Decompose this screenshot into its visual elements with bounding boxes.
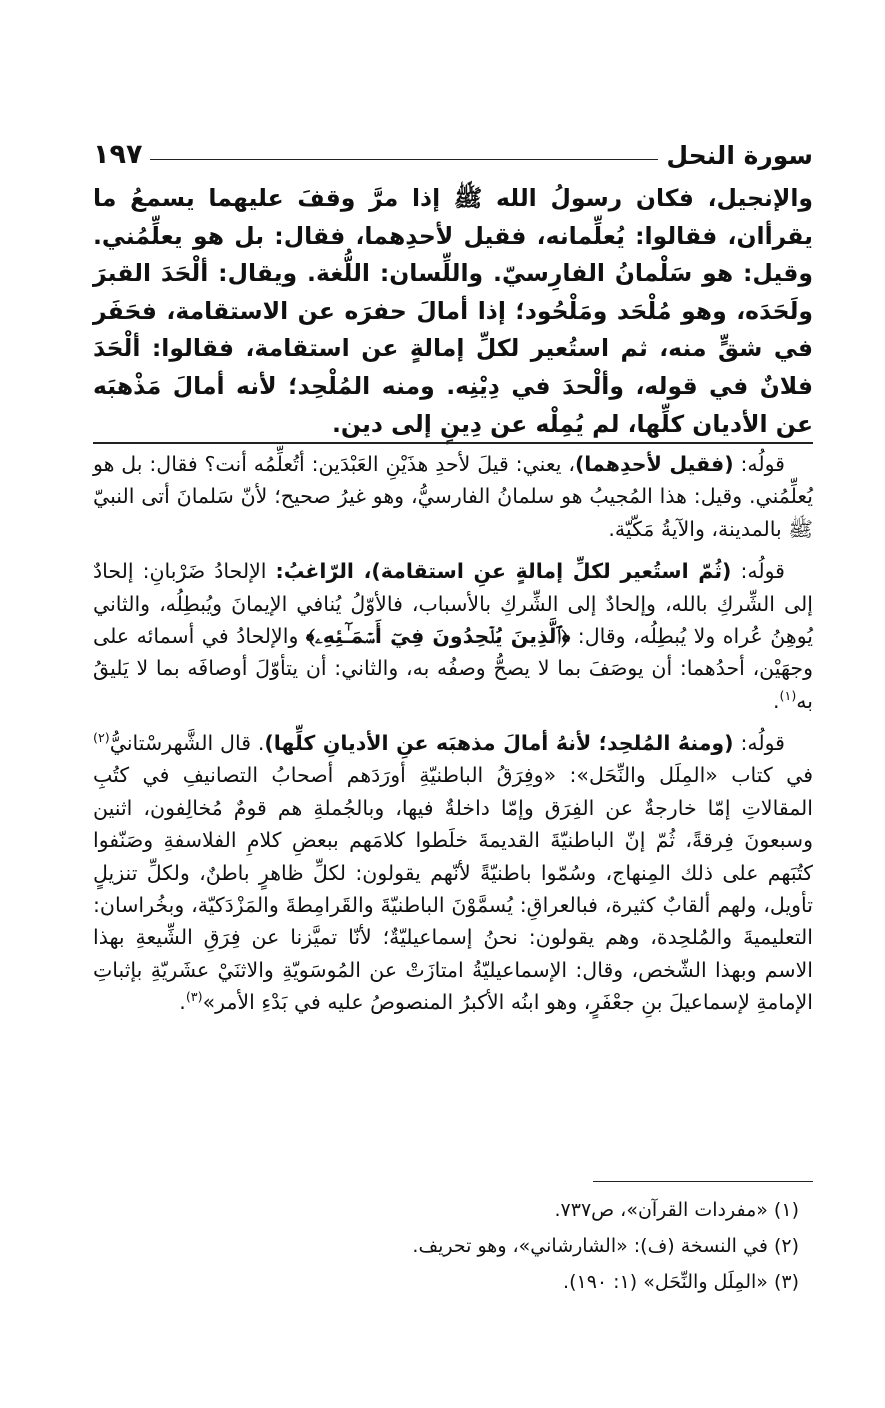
commentary-text: . [773,688,780,713]
footnote: (٣) «المِلَل والنِّحَل» (١: ١٩٠). [563,1271,799,1294]
main-bold-phrase: ثم استُعير لكلِّ إمالةٍ عن استقامة [254,334,648,363]
commentary-text: ، يعني: قيلَ لأحدِ هذَيْنِ العَبْدَين: أتُعلِّمُه أنت؟ فقال: بل هو يُعلِّمُني. وقيل: هذا المُجيبُ هو سلمانُ الفارسيُّ، وهو غيرُ صحيح؛ لأنّ سَلمانَ أتى النبيّ ﷺ بالمدينة، والآيةُ مَكّيّة. [93,452,813,541]
header-rule [150,159,658,160]
commentary-paragraph [93,727,813,1018]
main-bold-phrase: ومنه المُلْحِد؛ لأنه أمالَ مَذْهبَه عن الأديان كلِّها [93,371,813,438]
footnote-ref[interactable]: (٣) [185,989,203,1005]
footnote-rule [593,1181,813,1182]
commentary-text: . قال الشَّهرسْتانيُّ [109,731,265,755]
footnote-ref[interactable]: (٢) [93,730,110,746]
surah-name: سورة النحل [666,141,813,170]
footnote: (١) «مفردات القرآن»، ص٧٣٧. [554,1199,799,1221]
commentary-text: والإلحادُ في أسمائه على وجهَيْن، أحدُهما: أن يوصَفَ بما لا يصحُّ وصفُه به، والثاني: أن يتأوّلَ أوصافَه بما لا يَليقُ به [93,623,813,713]
footnote: (٢) في النسخة (ف): «الشارشاني»، وهو تحريف. [412,1235,799,1258]
commentary-lead: قولُه: [733,731,785,755]
page-header [93,126,813,170]
main-segment: ، لم يُمِلْه عن دِينٍ إلى دين. [331,409,637,438]
quoted-phrase: (ومنهُ المُلحِد؛ لأنهُ أمالَ مذهبَه عنِ الأديانِ كلِّها) [264,731,734,755]
main-segment: ، فقال: بل هو يعلِّمُني. وقيل: هو سَلْمانُ الفارِسيّ. واللِّسان: اللُّغة. ويقال: ألْحَدَ القبرَ ولَحَدَه، وهو مُلْحَد ومَلْحُود؛ إذا أمالَ حفرَه عن الاستقامة، فحَفَر في شقٍّ منه، [93,221,813,363]
commentary-paragraph [93,448,813,545]
main-text [93,180,813,443]
main-segment: والإنجيل، فكان رسولُ الله ﷺ إذا مرَّ وقفَ عليهما يسمعُ ما يقرأان، فقالوا: يُعلِّمانه، [93,184,813,250]
commentary-lead: قولُه: [731,559,785,584]
page-number: ١٩٧ [93,139,143,170]
main-segment: ، فقالوا: ألْحَدَ فلانٌ في قوله، وألْحدَ في دِيْنِه. [93,334,813,400]
quran-verse: ﴿ٱلَّذِينَ يُلۡحِدُونَ فِيٓ أَسۡمَـٰٓئِهِۦ﴾ [305,623,571,648]
quoted-phrase: (فقيل لأحدِهما) [574,452,734,476]
main-paragraph [93,180,813,443]
footnote-ref[interactable]: (١) [779,687,797,703]
commentary-paragraph [93,555,813,717]
commentary-text: . [179,990,186,1014]
commentary-text: الإلحادُ ضَرْبانِ: إلحادٌ إلى الشِّركِ بالله، وإلحادٌ إلى الشِّركِ بالأسباب، فالأوّلُ يُنافي الإيمانَ ويُبطِلُه، والثاني يُوهِنُ عُراه ولا يُبطِلُه، وقال: [93,559,813,648]
commentary-lead: قولُه: [733,452,785,476]
main-bold-phrase: فقيل لأحدِهما [364,221,527,250]
quoted-phrase: (ثُمّ استُعير لكلِّ إمالةٍ عنِ استقامة)، الرّاغبُ: [275,559,732,584]
text-divider [93,442,813,444]
commentary-section [93,448,813,1028]
footnotes [93,1192,813,1300]
commentary-text: في كتاب «المِلَل والنِّحَل»: «وفِرَقُ الباطنيّةِ أورَدَهم أصحابُ التصانيفِ في كتُبِ المقالاتِ إمّا خارجةٌ عن الفِرَق وإمّا داخلةٌ فيها، وبالجُملةِ هم قومٌ مُخالِفون، اثنين وسبعونَ فِرقةً، ثُمّ إنّ الباطنيّةَ القديمةَ خلَطوا كلامَهم ببعضِ كلامِ الفلاسفةِ وصَنّفوا كتُبَهم على ذلك المِنهاج، وسُمّوا باطنيّةً لأنّهم يقولون: لكلِّ ظاهرٍ باطنٌ، ولكلِّ تنزيلٍ تأويل، ولهم ألقابٌ كثيرة، فبالعراقِ: يُسمَّوْنَ الباطنيّةَ والقَرامِطةَ والمَزْدَكيّة، وبخُراسان: التعليميةَ والمُلحِدة، وهم يقولون: نحنُ إسماعيليّةٌ؛ لأنّا تميَّزنا عن فِرَقِ الشِّيعةِ بهذا الاسم وبهذا الشّخص، وقال: الإسماعيليّةُ امتازَتْ عن المُوسَويّةِ والاثنَيْ عشَريّةِ بإثباتِ الإمامةِ لإسماعيلَ بنِ جعْفَرٍ، وهو ابنُه الأكبرُ المنصوصُ عليه في بَدْءِ الأمر» [93,763,813,1014]
